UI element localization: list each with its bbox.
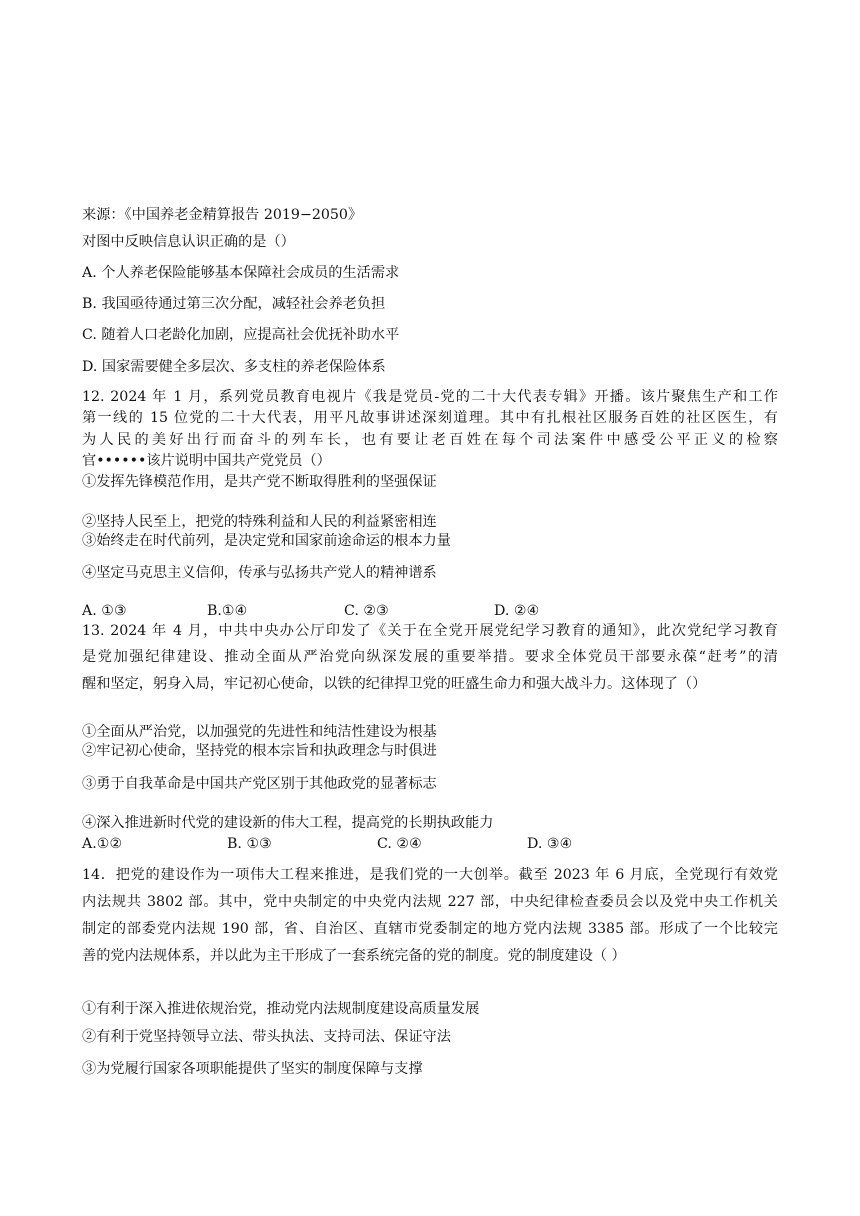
q14-stem-line-4: 善的党内法规体系，并以此为主干形成了一套系统完备的党的制度。党的制度建设（ ） <box>82 948 626 964</box>
q13-stem-line-3: 醒和坚定，躬身入局，牢记初心使命，以铁的纪律捍卫党的旺盛生命力和强大战斗力。这体现了（） <box>82 676 707 692</box>
source-line: 来源：《中国养老金精算报告 2019−2050》 <box>82 207 363 223</box>
q12-stem-line-2: 第一线的 15 位党的二十大代表，用平凡故事讲述深刻道理。其中有扎根社区服务百姓的社区医生，有 <box>82 410 778 426</box>
q12-stem-line-4: 官••••••该片说明中国共产党党员（） <box>82 453 331 469</box>
q11-option-d: D. 国家需要健全多层次、多支柱的养老保险体系 <box>82 359 386 375</box>
q13-statement-1: ①全面从严治党，以加强党的先进性和纯洁性建设为根基 <box>82 724 437 740</box>
q12-statement-3: ③始终走在时代前列，是决定党和国家前途命运的根本力量 <box>82 533 451 549</box>
q11-option-a: A. 个人养老保险能够基本保障社会成员的生活需求 <box>82 265 400 281</box>
q14-stem-line-3: 制定的部委党内法规 190 部，省、自治区、直辖市党委制定的地方党内法规 3385 部。形成了一个比较完 <box>82 921 778 937</box>
q12-option-c: C. ②③ <box>344 603 389 619</box>
q14-statement-1: ①有利于深入推进依规治党，推动党内法规制度建设高质量发展 <box>82 1001 480 1017</box>
q13-statement-3: ③勇于自我革命是中国共产党区别于其他政党的显著标志 <box>82 776 437 792</box>
q13-statement-2: ②牢记初心使命，坚持党的根本宗旨和执政理念与时俱进 <box>82 743 437 759</box>
q13-option-b: B. ①③ <box>227 836 272 852</box>
q12-option-d: D. ②④ <box>494 603 540 619</box>
q12-statement-4: ④坚定马克思主义信仰，传承与弘扬共产党人的精神谱系 <box>82 565 437 581</box>
q12-statement-1: ①发挥先锋模范作用，是共产党不断取得胜利的坚强保证 <box>82 474 437 490</box>
q13-option-c: C. ②④ <box>377 836 422 852</box>
q13-stem-line-1: 13. 2024 年 4 月，中共中央办公厅印发了《关于在全党开展党纪学习教育的通知》，此次党纪学习教育 <box>82 623 778 639</box>
q12-option-a: A. ①③ <box>82 603 127 619</box>
q12-stem-line-3: 为人民的美好出行而奋斗的列车长，也有要让老百姓在每个司法案件中感受公平正义的检察 <box>82 432 778 448</box>
q12-option-b: B.①④ <box>207 603 248 619</box>
q11-option-b: B. 我国亟待通过第三次分配，减轻社会养老负担 <box>82 296 386 312</box>
q13-stem-line-2: 是党加强纪律建设、推动全面从严治党向纵深发展的重要举措。要求全体党员干部要永葆“赶考”的清 <box>82 649 778 665</box>
q14-statement-3: ③为党履行国家各项职能提供了坚实的制度保障与支撑 <box>82 1061 423 1077</box>
q13-option-d: D. ③④ <box>527 836 573 852</box>
q14-stem-line-2: 内法规共 3802 部。其中，党中央制定的中央党内法规 227 部，中央纪律检查委员会以及党中央工作机关 <box>82 894 778 910</box>
q13-option-a: A.①② <box>82 836 123 852</box>
q11-stem: 对图中反映信息认识正确的是（） <box>82 234 295 250</box>
q12-stem-line-1: 12. 2024 年 1 月，系列党员教育电视片《我是党员-党的二十大代表专辑》开播。该片聚焦生产和工作 <box>82 389 778 405</box>
q11-option-c: C. 随着人口老龄化加剧，应提高社会优抚补助水平 <box>82 327 400 343</box>
q14-statement-2: ②有利于党坚持领导立法、带头执法、支持司法、保证守法 <box>82 1029 451 1045</box>
q13-statement-4: ④深入推进新时代党的建设新的伟大工程，提高党的长期执政能力 <box>82 815 494 831</box>
q12-statement-2: ②坚持人民至上，把党的特殊利益和人民的利益紧密相连 <box>82 514 437 530</box>
q14-stem-line-1: 14．把党的建设作为一项伟大工程来推进，是我们党的一大创举。截至 2023 年 6 月底，全党现行有效党 <box>82 867 778 883</box>
